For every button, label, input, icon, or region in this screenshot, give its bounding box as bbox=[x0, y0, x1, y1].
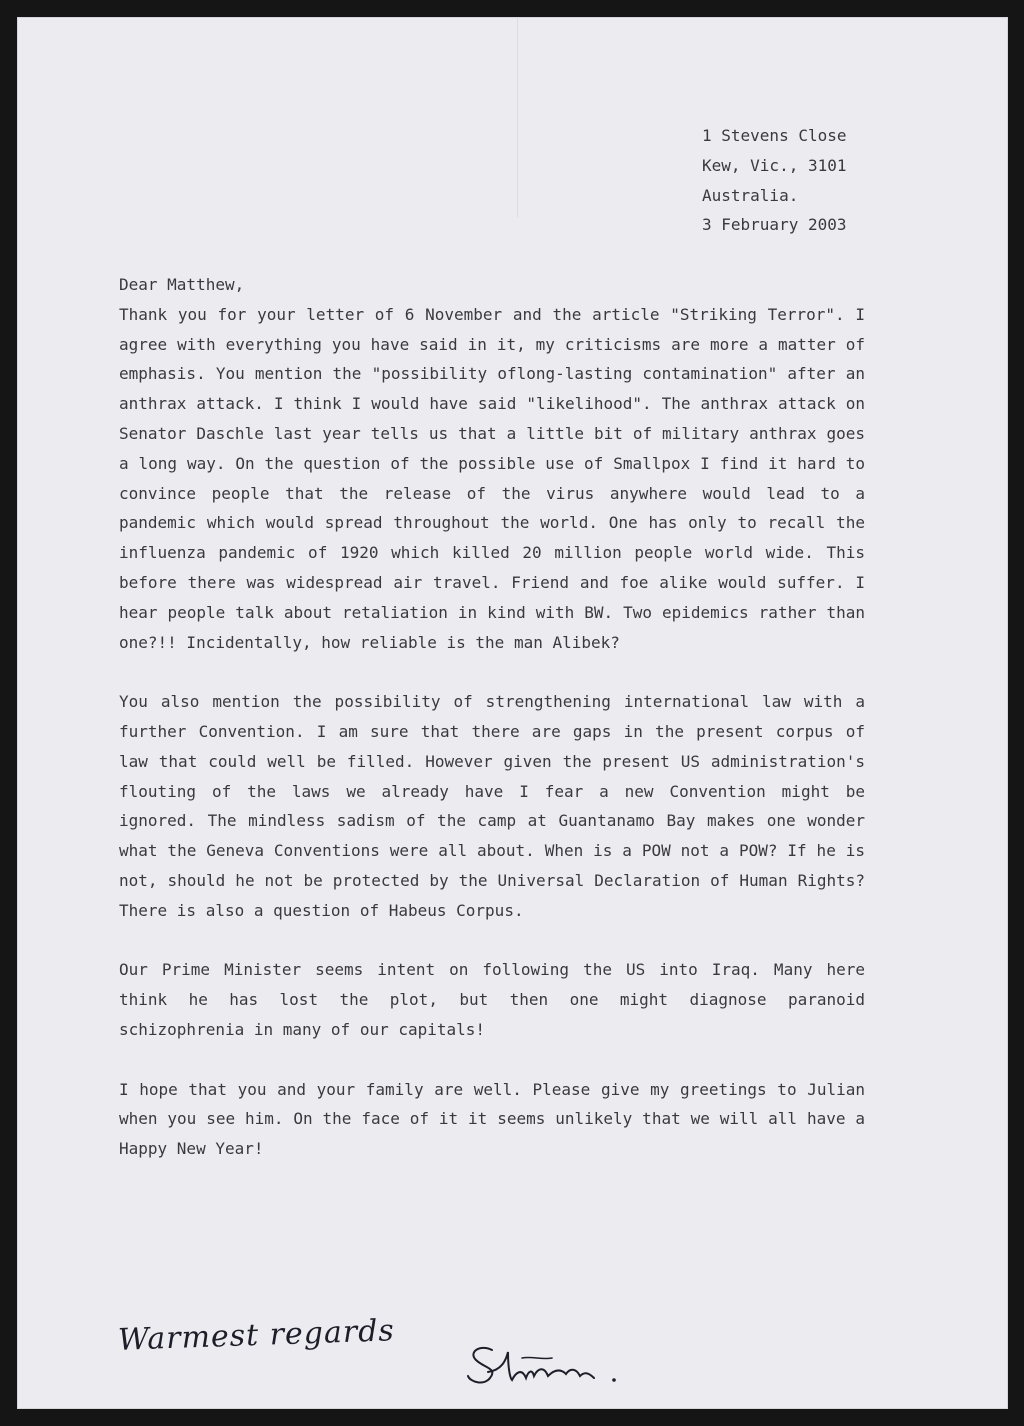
address-line-street: 1 Stevens Close bbox=[702, 126, 847, 145]
sender-address-block bbox=[702, 121, 872, 240]
paragraph-greetings: I hope that you and your family are well. Please give my greetings to Julian when you see him. On the face of it it seems unlikely that we will all have a Happy New Year! bbox=[119, 1079, 865, 1159]
salutation: Dear Matthew, bbox=[119, 275, 245, 294]
address-line-country: Australia. bbox=[702, 185, 799, 205]
letter-date: 3 February 2003 bbox=[702, 215, 847, 235]
paragraph-prime-minister: Our Prime Minister seems intent on following the US into Iraq. Many here think he has lost the plot, but then one might diagnose paranoid schizophrenia in many of our capitals! bbox=[119, 960, 865, 1039]
paper-crease bbox=[517, 17, 518, 217]
handwritten-closing: Warmest regards bbox=[117, 1313, 396, 1358]
paragraph-anthrax-smallpox: Thank you for your letter of 6 November and the article "Striking Terror". I agree with everything you have said in it, my criticisms are more a matter of emphasis. You mention the "possibility oflong-lasting contamination" after an anthrax attack. I think I would have said "likelihood". The anthrax attack on Senator Daschle last year tells us that a little bit of military anthrax goes a long way. On the question of the possible use of Smallpox I find it hard to convince people that the release of the virus anywhere would lead to a pandemic which would spread throughout the world. One has only to recall the influenza pandemic of 1920 which killed 20 million people world wide. This before there was widespread air travel. Friend and foe alike would suffer. I hear people talk about retaliation in kind with BW. Two epidemics rather than one?!! Incidentally, how reliable is the man Alibek? bbox=[119, 304, 865, 652]
paragraph-international-law: You also mention the possibility of strengthening international law with a further Convention. I am sure that there are gaps in the present corpus of law that could well be filled. However given the present US administration's flouting of the laws we already have I fear a new Convention might be ignored. The mindless sadism of the camp at Guantanamo Bay makes one wonder what the Geneva Conventions were all about. When is a POW not a POW? If he is not, should he not be protected by the Universal Declaration of Human Rights? There is also a question of Habeus Corpus. bbox=[119, 692, 865, 920]
address-line-suburb: Kew, Vic., 3101 bbox=[702, 155, 847, 175]
letter-body bbox=[119, 270, 865, 1194]
handwritten-signature bbox=[462, 1338, 632, 1398]
